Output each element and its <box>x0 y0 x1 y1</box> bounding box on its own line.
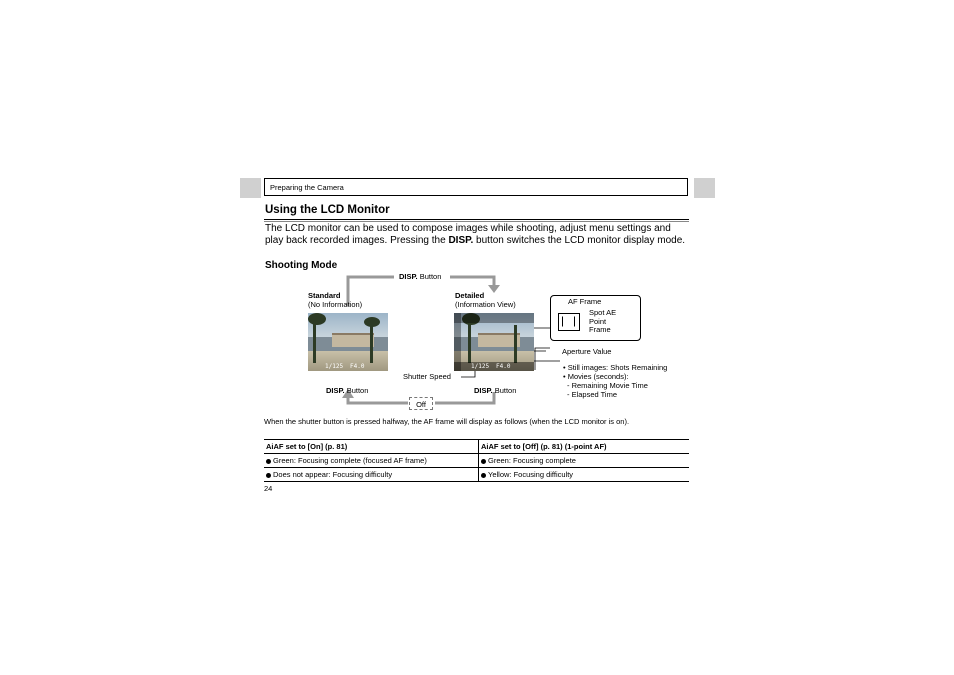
detailed-title: Detailed <box>455 291 485 300</box>
right-edge-tab <box>694 178 715 198</box>
bullet-icon <box>481 473 486 478</box>
intro-text-1: The LCD monitor can be used to compose images while shooting, adjust menu settings and play back recorded images. Pressing the <box>265 223 671 246</box>
title-rule-shadow <box>264 221 689 222</box>
spot-ae-label <box>589 309 616 335</box>
disp-button-top-label <box>399 273 441 282</box>
standard-label <box>308 292 362 309</box>
off-state-box <box>409 397 433 410</box>
title-rule <box>264 219 689 220</box>
disp-bold: DISP. <box>326 386 345 395</box>
cell-text: Green: Focusing complete <box>488 456 576 465</box>
cell-text: Does not appear: Focusing difficulty <box>273 470 393 479</box>
disp-bold: DISP. <box>474 386 493 395</box>
table-header-cell: AiAF set to [On] (p. 81) <box>264 440 479 454</box>
disp-button-left-label <box>326 387 368 396</box>
shutter-speed-label: Shutter Speed <box>403 372 451 381</box>
disp-text: Button <box>492 386 517 395</box>
spot-ae-line: Point <box>589 316 607 326</box>
bullet-icon <box>266 473 271 478</box>
page-title: Using the LCD Monitor <box>265 204 390 216</box>
lcd-standard-shutter: 1/125 <box>325 363 344 370</box>
lcd-detailed-shutter: 1/125 <box>471 363 490 370</box>
section-header <box>264 178 688 196</box>
table-cell <box>264 454 479 468</box>
detailed-subtitle: (Information View) <box>455 299 516 309</box>
table-cell <box>479 468 690 482</box>
lcd-standard-image <box>308 313 388 371</box>
table-cell <box>479 454 690 468</box>
table-row <box>264 454 689 468</box>
spot-ae-line: Spot AE <box>589 308 617 317</box>
spot-ae-line: Frame <box>589 325 611 334</box>
af-note: When the shutter button is pressed halfway, the AF frame will display as follows (when the LCD monitor is on). <box>264 417 630 426</box>
remaining-line: • Movies (seconds): <box>563 372 629 381</box>
remaining-legend <box>563 363 667 399</box>
page-number: 24 <box>264 484 273 493</box>
disp-bold: DISP. <box>399 272 418 281</box>
section-header-label: Preparing the Camera <box>270 183 344 192</box>
bullet-icon <box>481 459 486 464</box>
af-frame-icon <box>558 313 580 331</box>
lcd-standard-aperture: F4.0 <box>350 363 365 370</box>
detailed-label <box>455 292 516 309</box>
lcd-detailed-aperture: F4.0 <box>496 363 511 370</box>
table-header-row <box>264 440 689 454</box>
standard-subtitle: (No Information) <box>308 299 363 309</box>
lcd-detailed-image <box>454 313 534 371</box>
remaining-line: - Elapsed Time <box>567 390 618 399</box>
off-label: Off <box>416 400 426 409</box>
disp-text: Button <box>417 272 442 281</box>
cell-text: Green: Focusing complete (focused AF frame) <box>273 456 427 465</box>
remaining-line: - Remaining Movie Time <box>567 381 648 390</box>
intro-paragraph <box>265 223 689 246</box>
af-frame-label: AF Frame <box>568 297 602 306</box>
aperture-value-label: Aperture Value <box>562 347 612 356</box>
table-cell <box>264 468 479 482</box>
table-header-cell: AiAF set to [Off] (p. 81) (1-point AF) <box>479 440 690 454</box>
disp-button-right-label <box>474 387 516 396</box>
intro-text-2: button switches the LCD monitor display mode. <box>473 234 686 246</box>
remaining-line: • Still images: Shots Remaining <box>563 363 668 372</box>
disp-text: Button <box>344 386 369 395</box>
cell-text: Yellow: Focusing difficulty <box>488 470 574 479</box>
shooting-mode-heading: Shooting Mode <box>265 260 338 271</box>
left-edge-tab <box>240 178 261 198</box>
af-frame-callout <box>550 295 641 341</box>
intro-disp-bold: DISP. <box>448 234 474 246</box>
table-row <box>264 468 689 482</box>
bullet-icon <box>266 459 271 464</box>
standard-title: Standard <box>308 291 341 300</box>
af-frame-table <box>264 439 689 482</box>
